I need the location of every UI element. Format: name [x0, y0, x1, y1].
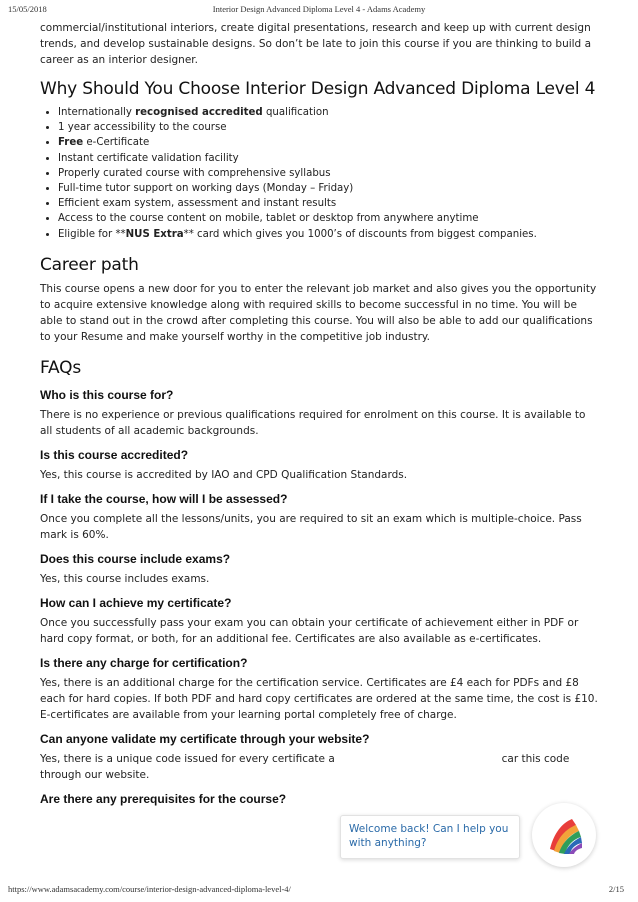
- faq-answer: Yes, this course includes exams.: [40, 572, 210, 585]
- career-paragraph: This course opens a new door for you to enter the relevant job market and also gives you the opportunity to acquire extensive knowledge along with required skills to become successful in no time. You will be able to stand out in the crowd after completing this course. You will also be able to add our qualifications to your Resume and make yourself worthy in the competitive job industry.: [40, 282, 597, 343]
- benefit-text: Efficient exam system, assessment and instant results: [58, 198, 337, 210]
- benefit-text-after: ** card which gives you 1000’s of discounts from biggest companies.: [183, 228, 537, 240]
- print-footer: [0, 884, 638, 896]
- benefit-item: [58, 105, 600, 120]
- faq-question: Are there any prerequisites for the course?: [40, 791, 287, 806]
- benefit-text-after: e-Certificate: [83, 137, 150, 149]
- benefit-text: Properly curated course with comprehensive syllabus: [58, 167, 331, 179]
- benefit-text: 1 year accessibility to the course: [58, 122, 227, 134]
- benefit-highlight: Free: [58, 137, 84, 149]
- benefit-item: [58, 135, 600, 150]
- faq-question: Who is this course for?: [40, 387, 174, 402]
- benefit-text: Access to the course content on mobile, tablet or desktop from anywhere anytime: [58, 213, 479, 225]
- faq-list: [40, 387, 600, 807]
- benefit-item: [58, 151, 600, 166]
- print-header: [0, 4, 638, 16]
- page-number: 2/15: [608, 884, 624, 894]
- faq-question: If I take the course, how will I be assessed?: [40, 491, 288, 506]
- benefit-text: Full-time tutor support on working days (Monday – Friday): [58, 183, 354, 195]
- faq-question: Can anyone validate my certificate through your website?: [40, 731, 370, 746]
- chat-launcher-button[interactable]: [532, 803, 596, 867]
- chat-message: Welcome back! Can I help you with anything?: [349, 823, 509, 849]
- faq-answer: Once you successfully pass your exam you can obtain your certificate of achievement either in PDF or hard copy format, or both, for an additional fee. Certificates are also available as e-certificates.: [40, 616, 579, 645]
- print-url: https://www.adamsacademy.com/course/interior-design-advanced-diploma-level-4/: [8, 884, 291, 894]
- faq-answer: Once you complete all the lessons/units, you are required to sit an exam which is multiple-choice. Pass mark is 60%.: [40, 512, 582, 541]
- faq-question: Is there any charge for certification?: [40, 655, 248, 670]
- brand-logo-icon: [532, 803, 596, 867]
- faq-answer: Yes, this course is accredited by IAO and CPD Qualification Standards.: [40, 468, 408, 481]
- faq-answer: Yes, there is a unique code issued for every certificate a car this code through our website.: [40, 752, 573, 781]
- page-content: [40, 20, 600, 811]
- career-heading: Career path: [40, 254, 139, 275]
- faq-question: Does this course include exams?: [40, 551, 231, 566]
- print-title: Interior Design Advanced Diploma Level 4 - Adams Academy: [212, 4, 426, 14]
- benefit-item: [58, 211, 600, 226]
- faq-question: How can I achieve my certificate?: [40, 595, 232, 610]
- benefit-item: [58, 227, 600, 242]
- faqs-heading: FAQs: [40, 357, 81, 378]
- faq-answer: Yes, there is an additional charge for the certification service. Certificates are £4 each for PDFs and £8 each for hard copies. If both PDF and hard copy certificates are ordered at the same time, the cost is £10. E-certificates are available from your learning portal completely free of charge.: [40, 676, 598, 721]
- benefit-text-after: qualification: [262, 107, 329, 118]
- benefit-item: [58, 196, 600, 211]
- benefit-item: [58, 166, 600, 181]
- print-date: 15/05/2018: [8, 4, 47, 14]
- chat-welcome-bubble[interactable]: [340, 815, 520, 859]
- faq-question: Is this course accredited?: [40, 447, 189, 462]
- benefit-item: [58, 120, 600, 135]
- benefit-text: Instant certificate validation facility: [58, 152, 239, 164]
- faq-answer: There is no experience or previous qualifications required for enrolment on this course. It is available to all students of all academic backgrounds.: [40, 408, 586, 437]
- benefits-list: [40, 105, 600, 242]
- benefit-item: [58, 181, 600, 196]
- benefit-text: Internationally: [58, 107, 136, 118]
- benefit-highlight: NUS Extra: [125, 228, 184, 240]
- why-heading: Why Should You Choose Interior Design Advanced Diploma Level 4: [40, 79, 596, 99]
- intro-paragraph: commercial/institutional interiors, create digital presentations, research and keep up with current design trends, and develop sustainable designs. So don’t be late to join this course if you are thinking to build a career as an interior designer.: [40, 22, 591, 66]
- benefit-highlight: recognised accredited: [135, 107, 263, 118]
- benefit-text: Eligible for **: [58, 228, 126, 240]
